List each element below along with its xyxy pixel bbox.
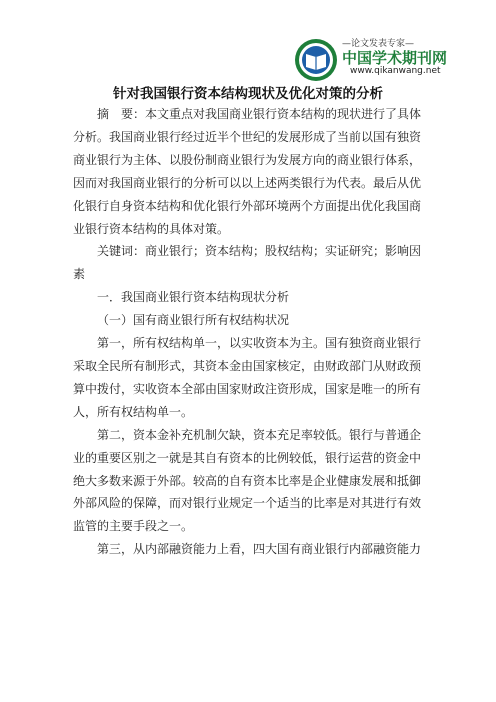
document-body [73,103,421,561]
book-seal-icon [294,38,338,82]
body-paragraph: 第一，所有权结构单一，以实收资本为主。国有独资商业银行采取全民所有制形式，其资本金由国家核定，由财政部门从财政预算中拨付，实收资本全部由国家财政注资形成，国家是唯一的所有人，所有权结构单一。 [73,336,422,419]
body-paragraph: 第二，资本金补充机制欠缺，资本充足率较低。银行与普通企业的重要区别之一就是其自有资本的比例较低，银行运营的资金中绝大多数来源于外部。较高的自有资本比率是企业健康发展和抵御外部风险的保障，而对银行业规定一个适当的比率是对其进行有效监管的主要手段之一。 [73,427,422,534]
section-heading: 一．我国商业银行资本结构现状分析 [97,290,290,305]
keywords-paragraph: 关键词：商业银行；资本结构；股权结构；实证研究；影响因素 [73,244,422,282]
abstract-paragraph: 摘 要：本文重点对我国商业银行资本结构的现状进行了具体分析。我国商业银行经过近半个世纪的发展形成了当前以国有独资商业银行为主体、以股份制商业银行为发展方向的商业银行体系，因而对我国商业银行的分析可以以上述两类银行为代表。最后从优化银行自身资本结构和优化银行外部环境两个方面提出优化我国商业银行资本结构的具体对策。 [73,107,422,236]
site-logo [294,36,448,86]
logo-url: www.qikanwang.net [350,66,441,76]
subsection-heading: （一）国有商业银行所有权结构状况 [97,313,290,328]
logo-tagline: —论文发表专家— [342,39,415,49]
logo-name: 中国学术期刊网 [342,49,448,67]
document-title: 针对我国银行资本结构现状及优化对策的分析 [113,86,383,102]
body-paragraph: 第三，从内部融资能力上看，四大国有商业银行内部融资能力 [97,542,422,557]
